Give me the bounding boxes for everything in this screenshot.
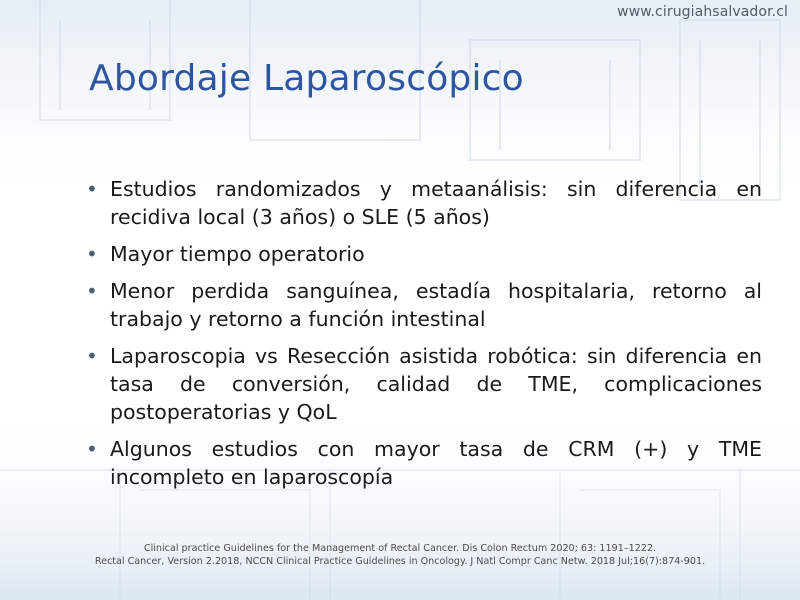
slide-title: Abordaje Laparoscópico [89, 58, 524, 99]
bullet-text: Menor perdida sanguínea, estadía hospitalaria, retorno al trabajo y retorno a función intestinal [110, 279, 762, 331]
bullet-item [86, 240, 762, 268]
references-footer [0, 542, 800, 568]
bullet-list [86, 175, 762, 500]
bullet-marker-icon: • [86, 279, 98, 303]
bullet-text: Laparoscopia vs Resección asistida robótica: sin diferencia en tasa de conversión, calidad de TME, complicaciones postoperatorias y QoL [110, 344, 762, 424]
bullet-item [86, 175, 762, 231]
bullet-marker-icon: • [86, 437, 98, 461]
site-url-header: www.cirugiahsalvador.cl [617, 4, 788, 20]
bullet-text: Mayor tiempo operatorio [110, 242, 365, 266]
bullet-text: Estudios randomizados y metaanálisis: sin diferencia en recidiva local (3 años) o SLE (5 años) [110, 177, 762, 229]
bullet-item [86, 342, 762, 426]
reference-line: Rectal Cancer, Version 2.2018, NCCN Clinical Practice Guidelines in Oncology. J Natl Compr Canc Netw. 2018 Jul;16(7):874-901. [94, 556, 706, 567]
reference-line: Clinical practice Guidelines for the Management of Rectal Cancer. Dis Colon Rectum 2020; 63: 1191–1222. [143, 543, 657, 554]
bullet-item [86, 277, 762, 333]
bullet-marker-icon: • [86, 177, 98, 201]
bullet-marker-icon: • [86, 242, 98, 266]
bullet-marker-icon: • [86, 344, 98, 368]
bullet-text: Algunos estudios con mayor tasa de CRM (+) y TME incompleto en laparoscopía [110, 437, 762, 489]
bullet-item [86, 435, 762, 491]
